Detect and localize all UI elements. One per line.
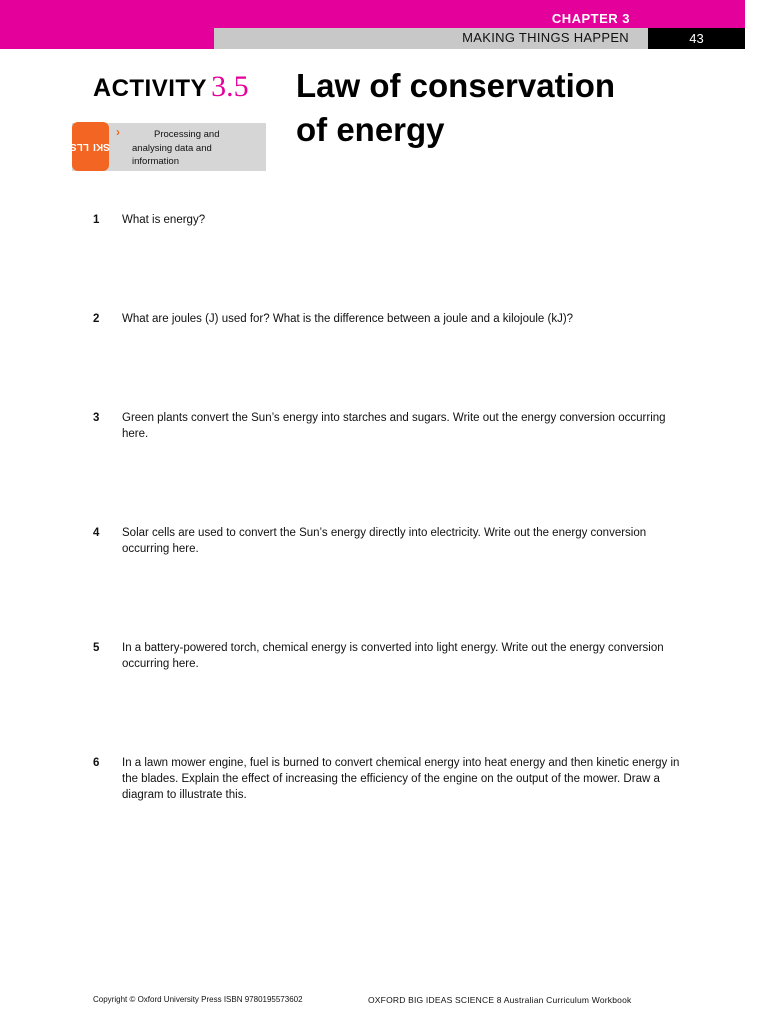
title-line-1: Law of conservation [296,67,616,104]
chevron-right-icon: › [116,125,120,139]
page-number: 43 [648,28,745,49]
activity-label [93,70,249,104]
question-text: What are joules (J) used for? What is the difference between a joule and a kilojoule (kJ)? [122,313,574,325]
question-number: 6 [93,757,100,769]
question-text: Solar cells are used to convert the Sun’s energy directly into electricity. Write out the energy conversion occurring here. [122,527,647,555]
chapter-label: CHAPTER 3 [551,11,630,26]
question-text: In a lawn mower engine, fuel is burned to convert chemical energy into heat energy and then kinetic energy in the blades. Explain the effect of increasing the efficiency of the engine on the output of the mower. Draw a diagram to illustrate this. [122,757,680,801]
question-number: 5 [93,642,100,654]
skills-tab-line1: SKI [93,141,110,152]
question-number: 3 [93,412,100,424]
question-number: 2 [93,313,100,325]
section-title: MAKING THINGS HAPPEN [462,30,629,45]
footer-copyright: Copyright © Oxford University Press ISBN 9780195573602 [93,995,303,1004]
activity-label-initial: A [93,74,112,102]
section-bar [214,28,648,49]
question-text: What is energy? [122,214,206,226]
page-title [296,64,696,152]
skill-description: Processing and analysing data and information [132,129,220,167]
skills-tab [72,122,109,171]
skills-tab-line2: LLS [70,141,89,152]
footer-book-title: OXFORD BIG IDEAS SCIENCE 8 Australian Curriculum Workbook [368,995,632,1005]
question-number: 4 [93,527,100,539]
question-number: 1 [93,214,100,226]
question-text: Green plants convert the Sun’s energy into starches and sugars. Write out the energy conversion occurring here. [122,412,666,440]
question-text: In a battery-powered torch, chemical energy is converted into light energy. Write out the energy conversion occurring here. [122,642,664,670]
title-line-2: of energy [296,111,445,148]
activity-label-rest: CTIVITY [111,75,208,102]
activity-number: 3.5 [211,70,249,103]
